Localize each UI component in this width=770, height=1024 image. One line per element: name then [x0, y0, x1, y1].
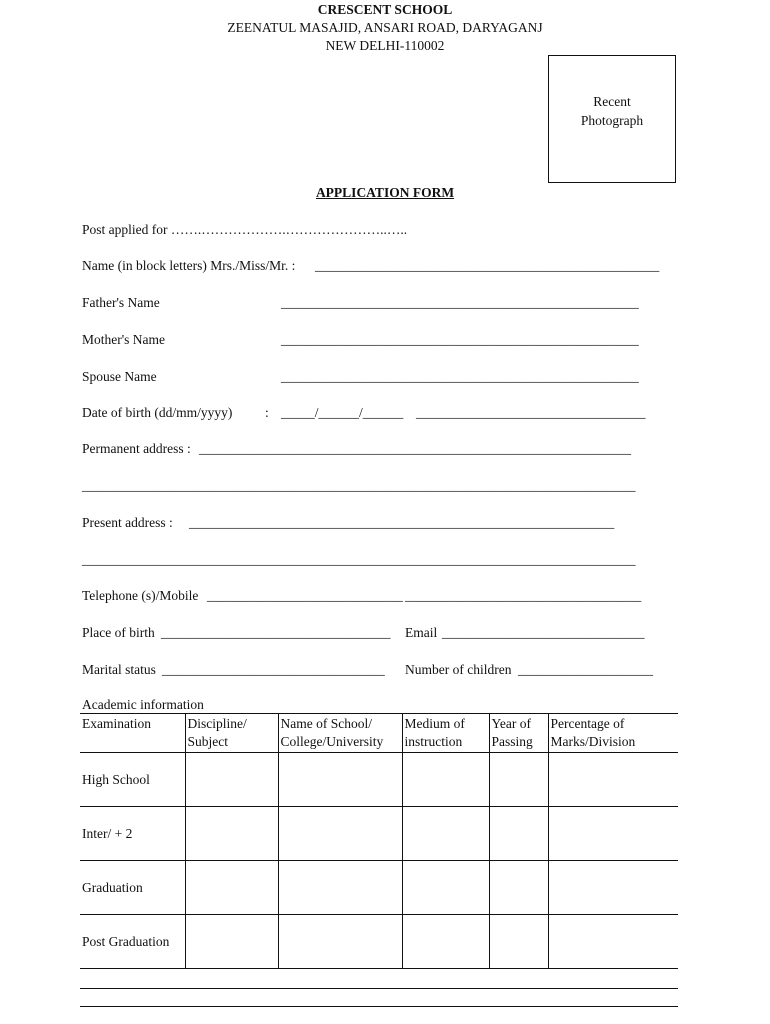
name-blank[interactable]: ___________________________________________________: [315, 258, 660, 273]
dob-extra-blank[interactable]: __________________________________: [416, 405, 646, 420]
table-cell[interactable]: [278, 861, 402, 915]
marital-status-label: Marital status: [82, 662, 156, 677]
children-label: Number of children: [405, 662, 512, 677]
permanent-address-blank[interactable]: ________________________________________________________________: [199, 441, 631, 456]
dob-label: Date of birth (dd/mm/yyyy): [82, 405, 233, 420]
table-cell[interactable]: [185, 915, 278, 969]
post-applied-field[interactable]: Post applied for …….……………….…………………..…..: [82, 222, 408, 237]
present-address-blank[interactable]: _______________________________________________________________: [189, 515, 615, 530]
table-cell[interactable]: [278, 753, 402, 807]
email-label: Email: [405, 625, 438, 640]
table-cell[interactable]: [548, 753, 678, 807]
col-header-year: Year of Passing: [489, 714, 548, 753]
academic-caption: Academic information: [82, 697, 204, 712]
table-cell[interactable]: [185, 753, 278, 807]
dob-colon: :: [265, 405, 269, 420]
exam-high-school: High School: [80, 753, 185, 807]
mother-name-blank[interactable]: _____________________________________________________: [281, 332, 639, 347]
place-of-birth-label: Place of birth: [82, 625, 155, 640]
school-name: CRESCENT SCHOOL: [317, 2, 453, 17]
academic-header-row: [80, 714, 678, 753]
academic-table: [80, 713, 678, 969]
children-blank[interactable]: ____________________: [518, 662, 653, 677]
col-header-examination: Examination: [80, 714, 185, 753]
table-cell[interactable]: [548, 861, 678, 915]
mobile-blank[interactable]: ___________________________________: [405, 588, 642, 603]
bottom-rule: [80, 988, 678, 989]
table-row: [80, 807, 678, 861]
table-cell[interactable]: [278, 915, 402, 969]
table-cell[interactable]: [489, 753, 548, 807]
table-cell[interactable]: [489, 861, 548, 915]
table-cell[interactable]: [402, 753, 489, 807]
present-address-label: Present address :: [82, 515, 173, 530]
permanent-address-label: Permanent address :: [82, 441, 191, 456]
spouse-name-label: Spouse Name: [82, 369, 157, 384]
mother-name-label: Mother's Name: [82, 332, 166, 347]
table-cell[interactable]: [402, 807, 489, 861]
place-of-birth-blank[interactable]: __________________________________: [161, 625, 391, 640]
photograph-label-line1: Recent: [593, 94, 631, 109]
name-label: Name (in block letters) Mrs./Miss/Mr. :: [82, 258, 296, 273]
photograph-label-line2: Photograph: [580, 113, 644, 128]
table-row: [80, 753, 678, 807]
telephone-label: Telephone (s)/Mobile: [82, 588, 199, 603]
table-cell[interactable]: [489, 915, 548, 969]
table-cell[interactable]: [402, 915, 489, 969]
table-cell[interactable]: [402, 861, 489, 915]
table-cell[interactable]: [185, 861, 278, 915]
form-title: APPLICATION FORM: [315, 185, 455, 200]
col-header-discipline: Discipline/ Subject: [185, 714, 278, 753]
spouse-name-blank[interactable]: _____________________________________________________: [281, 369, 639, 384]
father-name-label: Father's Name: [82, 295, 160, 310]
telephone-blank[interactable]: _____________________________: [207, 588, 403, 603]
school-address-line2: NEW DELHI-110002: [325, 38, 445, 53]
present-address-blank-line2[interactable]: __________________________________________________________________________________: [82, 552, 636, 567]
bottom-rule: [80, 1006, 678, 1007]
exam-post-graduation: Post Graduation: [80, 915, 185, 969]
table-cell[interactable]: [278, 807, 402, 861]
table-cell[interactable]: [489, 807, 548, 861]
exam-graduation: Graduation: [80, 861, 185, 915]
table-row: [80, 861, 678, 915]
marital-status-blank[interactable]: _________________________________: [162, 662, 385, 677]
exam-inter: Inter/ + 2: [80, 807, 185, 861]
table-row: [80, 915, 678, 969]
dob-date-blank[interactable]: _____/______/______: [281, 405, 404, 420]
col-header-medium: Medium of instruction: [402, 714, 489, 753]
table-cell[interactable]: [185, 807, 278, 861]
father-name-blank[interactable]: _____________________________________________________: [281, 295, 639, 310]
photograph-box: [548, 55, 676, 183]
table-cell[interactable]: [548, 807, 678, 861]
col-header-percentage: Percentage of Marks/Division: [548, 714, 678, 753]
table-cell[interactable]: [548, 915, 678, 969]
school-address-line1: ZEENATUL MASAJID, ANSARI ROAD, DARYAGANJ: [227, 20, 543, 35]
col-header-school: Name of School/ College/University: [278, 714, 402, 753]
email-blank[interactable]: ______________________________: [442, 625, 645, 640]
permanent-address-blank-line2[interactable]: __________________________________________________________________________________: [82, 478, 636, 493]
